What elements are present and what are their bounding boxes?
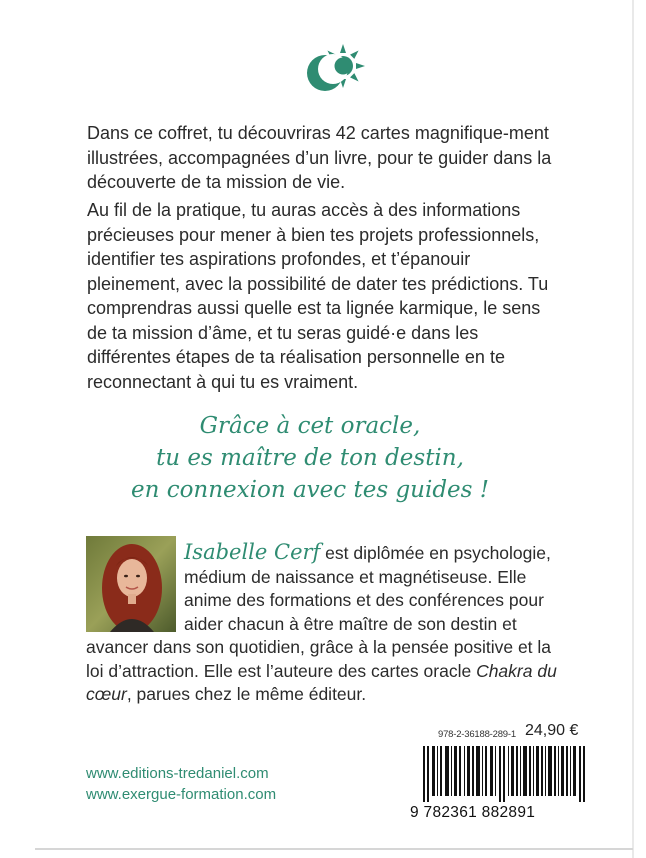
isbn: 978-2-36188-289-1 [438,729,516,740]
author-bio [86,541,564,707]
page-edge-right [632,0,634,858]
barcode-digits: 9 782361 882891 [410,804,536,821]
intro-paragraph-1: Dans ce coffret, tu découvriras 42 cartes magnifique-ment illustrées, accompagnées d’un livre, pour te guider dans la découverte de ta mission de vie. [87,123,552,192]
author-bio-text-2: , parues chez le même éditeur. [126,684,367,704]
book-title: Chakra du cœur [86,660,557,704]
barcode [423,746,585,802]
price: 24,90 € [525,722,579,739]
publisher-link[interactable]: www.editions-tredaniel.com [86,765,269,782]
crescent-moon-sun-icon [300,40,370,98]
slogan-line-2: tu es maître de ton destin, [156,445,464,471]
author-name: Isabelle Cerf [184,540,321,564]
photo-spacer [86,541,184,636]
intro-paragraph-2: Au fil de la pratique, tu auras accès à des informations précieuses pour mener à bien tes projets professionnels, identifier tes aspirations profondes, et t’épanouir pleinement, avec la possibilité de dater tes prédictions. Tu comprendras aussi quelle est ta lignée karmique, le sens de ta mission d’âme, et tu seras guidé·e dans les différentes étapes de ta réalisation personnelle en te reconnectant à qui tu es vraiment. [87,200,549,392]
slogan-line-1: Grâce à cet oracle, [199,413,421,439]
training-link[interactable]: www.exergue-formation.com [86,786,277,803]
author-bio-text-1: est diplômée en psychologie, médium de naissance et magnétiseuse. Elle anime des formations et des conférences pour aider chacun à être maître de son destin et avancer dans son quotidien, grâce à la pensée positive et la loi d’attraction. Elle est l’auteure des cartes oracle [86,543,552,681]
slogan [100,410,520,506]
page-edge-bottom [35,848,633,850]
slogan-line-3: en connexion avec tes guides ! [130,477,490,503]
